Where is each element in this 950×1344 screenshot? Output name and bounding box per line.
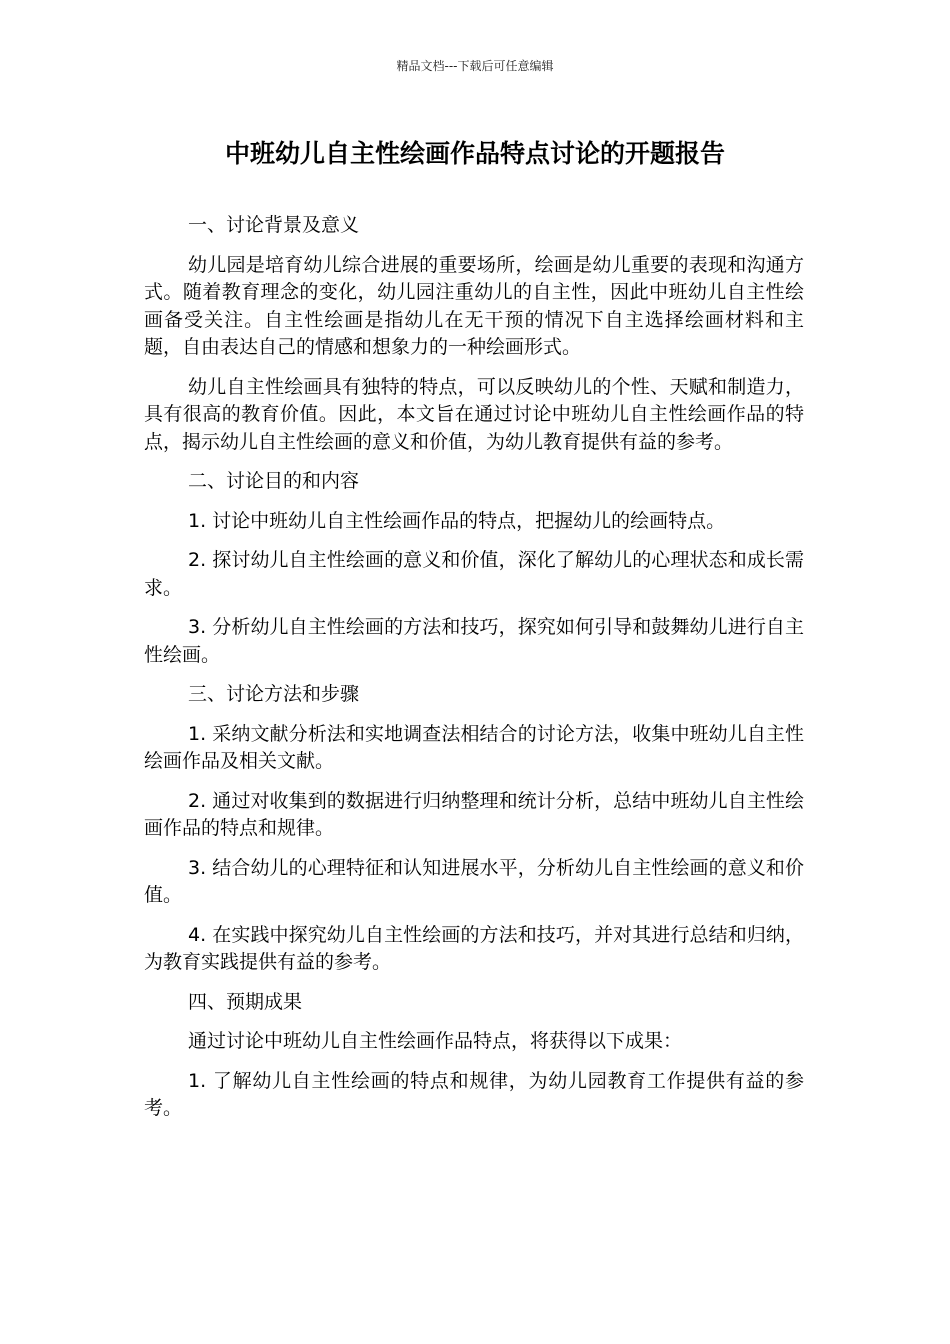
section-heading-results: 四、预期成果 xyxy=(188,990,303,1013)
section-heading-background: 一、讨论背景及意义 xyxy=(188,214,360,236)
goal-item-3: 3. 分析幼儿自主性绘画的方法和技巧，探究如何引导和鼓舞幼儿进行自主性绘画。 xyxy=(144,616,804,666)
section-heading-methods: 三、讨论方法和步骤 xyxy=(188,683,360,705)
document-title: 中班幼儿自主性绘画作品特点讨论的开题报告 xyxy=(224,139,725,168)
method-item-2: 2. 通过对收集到的数据进行归纳整理和统计分析，总结中班幼儿自主性绘画作品的特点和规律。 xyxy=(144,789,804,839)
result-item-1: 1. 了解幼儿自主性绘画的特点和规律，为幼儿园教育工作提供有益的参考。 xyxy=(144,1069,804,1119)
header-note: 精品文档---下载后可任意编辑 xyxy=(396,59,554,73)
document-body xyxy=(144,212,804,1135)
method-item-4: 4. 在实践中探究幼儿自主性绘画的方法和技巧，并对其进行总结和归纳，为教育实践提供有益的参考。 xyxy=(144,923,804,973)
goal-item-1: 1. 讨论中班幼儿自主性绘画作品的特点，把握幼儿的绘画特点。 xyxy=(188,509,726,532)
paragraph-background-1: 幼儿园是培育幼儿综合进展的重要场所，绘画是幼儿重要的表现和沟通方式。随着教育理念的变化，幼儿园注重幼儿的自主性，因此中班幼儿自主性绘画备受关注。自主性绘画是指幼儿在无干预的情况下自主选择绘画材料和主题，自由表达自己的情感和想象力的一种绘画形式。 xyxy=(144,253,804,358)
method-item-1: 1. 采纳文献分析法和实地调查法相结合的讨论方法，收集中班幼儿自主性绘画作品及相关文献。 xyxy=(144,722,804,772)
paragraph-background-2: 幼儿自主性绘画具有独特的特点，可以反映幼儿的个性、天赋和制造力，具有很高的教育价值。因此，本文旨在通过讨论中班幼儿自主性绘画作品的特点，揭示幼儿自主性绘画的意义和价值，为幼儿教育提供有益的参考。 xyxy=(144,375,804,453)
section-heading-goals: 二、讨论目的和内容 xyxy=(188,470,360,492)
method-item-3: 3. 结合幼儿的心理特征和认知进展水平，分析幼儿自主性绘画的意义和价值。 xyxy=(144,856,804,906)
results-intro: 通过讨论中班幼儿自主性绘画作品特点，将获得以下成果： xyxy=(188,1030,683,1052)
goal-item-2: 2. 探讨幼儿自主性绘画的意义和价值，深化了解幼儿的心理状态和成长需求。 xyxy=(144,549,804,599)
